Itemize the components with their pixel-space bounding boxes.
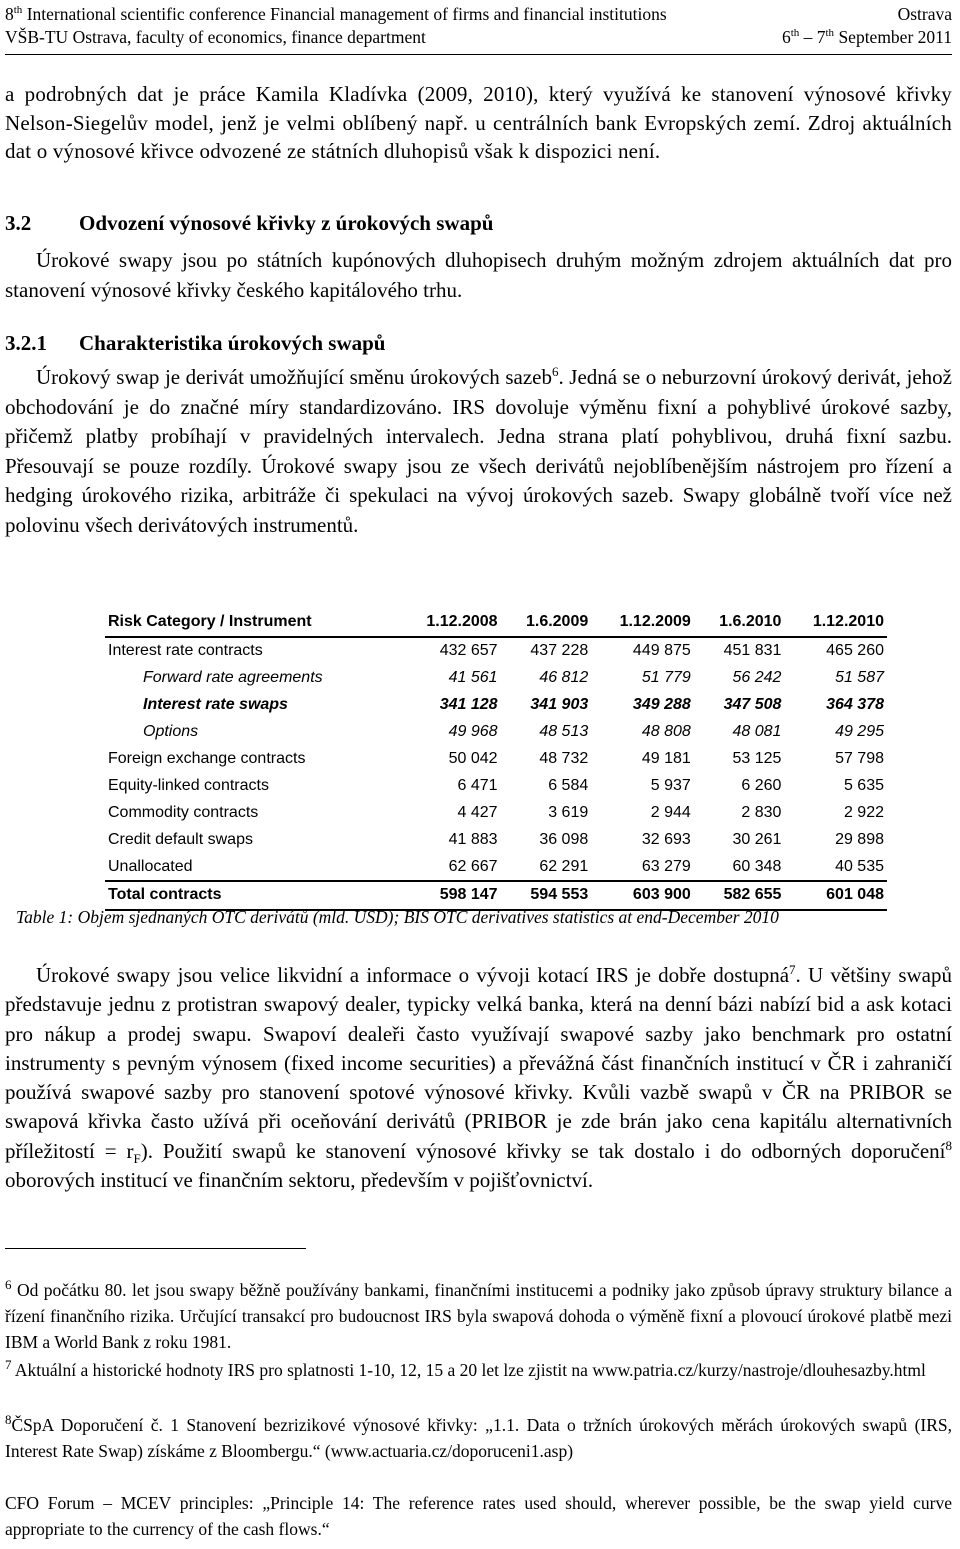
table-caption: Table 1: Objem sjednaných OTC derivátů (mld. USD); BIS OTC derivatives statistics at end-December 2010 xyxy=(16,907,779,927)
table-header: 1.12.2008 xyxy=(398,608,501,637)
table-cell: 56 242 xyxy=(732,669,782,687)
table-header: 1.6.2010 xyxy=(694,608,785,637)
footnote-ref-6: 6 xyxy=(551,364,559,379)
row-label: Foreign exchange contracts xyxy=(108,750,306,767)
table-cell: 46 812 xyxy=(539,669,589,687)
table-header: 1.6.2009 xyxy=(501,608,592,637)
table-header: 1.12.2010 xyxy=(784,608,887,637)
table-cell: 349 288 xyxy=(632,696,691,714)
table-cell: 49 295 xyxy=(835,723,884,741)
table-cell: 341 128 xyxy=(439,696,498,714)
table-cell: 48 081 xyxy=(732,723,782,741)
table-cell: 36 098 xyxy=(539,830,589,848)
table-cell: 40 535 xyxy=(835,857,884,875)
conference-date: 6th – 7th September 2011 xyxy=(781,27,952,47)
table-cell: 62 667 xyxy=(448,857,498,875)
row-label: Credit default swaps xyxy=(108,830,253,848)
table-cell: 5 937 xyxy=(650,776,691,794)
table-cell: 347 508 xyxy=(723,696,782,714)
table-row xyxy=(105,799,887,826)
table-cell: 48 808 xyxy=(641,723,691,741)
table-cell: 341 903 xyxy=(530,696,589,714)
conference-title: 8th International scientific conference Financial management of firms and financial institutions xyxy=(5,4,667,24)
table-cell: 451 831 xyxy=(723,642,782,660)
table-cell: 3 619 xyxy=(548,803,589,821)
table-cell: 6 260 xyxy=(741,776,782,794)
table-cell: 4 427 xyxy=(457,803,498,821)
otc-derivatives-table xyxy=(105,608,887,911)
table-cell: 51 779 xyxy=(641,669,691,687)
table-cell: 6 584 xyxy=(548,776,589,794)
row-label: Unallocated xyxy=(108,857,193,875)
cfo-forum-note: CFO Forum – MCEV principles: „Principle 14: The reference rates used should, wherever possible, be the swap yield curve appropriate to the currency of the cash flows.“ xyxy=(5,1493,952,1539)
table-cell: 432 657 xyxy=(439,642,498,660)
table-cell: 49 181 xyxy=(641,750,691,767)
table-row xyxy=(105,746,887,773)
table-row xyxy=(105,665,887,692)
section-3-2-paragraph: Úrokové swapy jsou po státních kupónových dluhopisech druhým možným zdrojem aktuálních dat pro stanovení výnosové křivky českého kapitálového trhu. xyxy=(5,248,952,302)
row-label: Equity-linked contracts xyxy=(108,776,269,794)
table-cell: 57 798 xyxy=(835,750,884,767)
table-cell: 41 561 xyxy=(448,669,498,687)
table-cell: 598 147 xyxy=(398,881,501,910)
table-cell: 60 348 xyxy=(732,857,782,875)
table-row xyxy=(105,692,887,719)
footnote-8: $^8$ČSpA Doporučení č. 1 Stanovení bezrizikové výnosové křivky: „1.1. Data o tržních úrokových měrách úrokových swapů (IRS, Interest Rate Swap) získáme z Bloombergu.“ (www.actuaria.cz/doporuceni1.asp) xyxy=(5,1412,952,1461)
table-row xyxy=(105,826,887,853)
irs-paragraph: Úrokové swapy jsou velice likvidní a informace o vývoji kotací IRS je dobře dostupná$^7$. U většiny swapů představuje jednu z protistran swapový dealer, typicky velká banka, která na denní bázi nabízí bid a ask kotaci pro nákup a prodej swapu. Swapoví dealeři často využívají swapové sazby jako benchmark pro ostatní instrumenty s pevným výnosem (fixed income securities) a převážná část finančních institucí v ČR i zahraničí používá swapové sazby pro stanovení spotové výnosové křivky. Kvůli vazbě swapů v ČR na PRIBOR se swapová křivka často užívá při oceňování derivátů (PRIBOR je zde brán jako cena kapitálu alternativních příležitostí = $r_F$). Použití swapů ke stanovení výnosové křivky se tak dostalo i do odborných doporučení$^8$ oborových institucí ve finančním sektoru, především v pojišťovnictví. xyxy=(5,962,952,1193)
table-header: Risk Category / Instrument xyxy=(105,608,398,637)
table-cell: 49 968 xyxy=(448,723,498,741)
table-cell: 582 655 xyxy=(694,881,785,910)
conference-city: Ostrava xyxy=(897,4,952,24)
footnote-separator xyxy=(5,1248,306,1249)
table-row xyxy=(105,772,887,799)
table-cell: 51 587 xyxy=(835,669,884,687)
table-row xyxy=(105,637,887,665)
row-label: Forward rate agreements xyxy=(143,669,323,687)
intro-paragraph: a podrobných dat je práce Kamila Kladívka (2009, 2010), který využívá ke stanovení výnosové křivky Nelson-Siegelův model, jenž je velmi oblíbený např. u centrálních bank Evropských zemí. Zdroj aktuálních dat o výnosové křivce odvozené ze státních dluhopisů však k dispozici není. xyxy=(5,82,952,163)
row-label: Interest rate swaps xyxy=(143,696,288,714)
table-cell: 32 693 xyxy=(641,830,691,848)
table-cell: 50 042 xyxy=(448,750,498,767)
row-label: Commodity contracts xyxy=(108,803,259,821)
table-cell: 594 553 xyxy=(501,881,592,910)
footnote-ref-7: 7 xyxy=(789,962,796,977)
table-cell: 48 513 xyxy=(539,723,589,741)
row-label: Options xyxy=(143,723,199,741)
table-total-row xyxy=(105,881,887,910)
institution: VŠB-TU Ostrava, faculty of economics, finance department xyxy=(5,27,426,47)
header-rule xyxy=(5,54,952,55)
table-cell: 2 944 xyxy=(650,803,691,821)
footnote-6: $^6$ Od počátku 80. let jsou swapy běžně používány bankami, finančními institucemi a podniky jako způsob úpravy struktury bilance a řízení finančního rizika. Určující transakcí pro budoucnost IRS byla swapová dohoda o výměně fixní a plovoucí úrokové platbě mezi IBM a World Bank z roku 1981. xyxy=(5,1277,952,1352)
table-cell: 6 471 xyxy=(457,776,498,794)
table-cell: 41 883 xyxy=(448,830,498,848)
table-cell: 601 048 xyxy=(784,881,887,910)
table-cell: 63 279 xyxy=(641,857,691,875)
table-cell: 2 922 xyxy=(843,803,884,821)
section-3-2-1-paragraph: Úrokový swap je derivát umožňující směnu úrokových sazeb$^6$. Jedná se o neburzovní úrokový derivát, jehož obchodování je do značné míry standardizováno. IRS dovoluje výměnu fixní a pohyblivé úrokové sazby, přičemž platby probíhají v pravidelných intervalech. Jedna strana platí pohyblivou, druhá fixní sazbu. Přesouvají se pouze rozdíly. Úrokové swapy jsou ze všech derivátů nejoblíbenějším nástrojem pro řízení a hedging úrokového rizika, arbitráže či spekulaci na vývoj úrokových sazeb. Swapy globálně tvoří více než polovinu všech derivátových instrumentů. xyxy=(5,364,952,537)
table-cell: 364 378 xyxy=(826,696,884,714)
table-cell: 2 830 xyxy=(741,803,782,821)
table-cell: 603 900 xyxy=(591,881,694,910)
table-cell: 437 228 xyxy=(530,642,589,660)
table-cell: 5 635 xyxy=(843,776,884,794)
table-header-row xyxy=(105,608,887,637)
table-row xyxy=(105,853,887,881)
section-heading-3-2-1: 3.2.1 Charakteristika úrokových swapů xyxy=(5,331,386,355)
footnote-ref-8: 8 xyxy=(945,1137,952,1153)
table-cell: 465 260 xyxy=(826,642,884,660)
table-row xyxy=(105,719,887,746)
table-cell: 48 732 xyxy=(539,750,589,767)
row-label: Total contracts xyxy=(105,881,398,910)
table-cell: 62 291 xyxy=(539,857,589,875)
row-label: Interest rate contracts xyxy=(108,642,263,660)
table-cell: 30 261 xyxy=(732,830,782,848)
table-cell: 449 875 xyxy=(632,642,691,660)
section-heading-3-2: 3.2 Odvození výnosové křivky z úrokových swapů xyxy=(5,211,494,235)
footnote-7: $^7$ Aktuální a historické hodnoty IRS pro splatnosti 1-10, 12, 15 a 20 let lze zjistit na www.patria.cz/kurzy/nastroje/dlouhesazby.html xyxy=(5,1357,926,1380)
table-header: 1.12.2009 xyxy=(591,608,694,637)
table-cell: 53 125 xyxy=(732,750,782,767)
table-cell: 29 898 xyxy=(835,830,884,848)
